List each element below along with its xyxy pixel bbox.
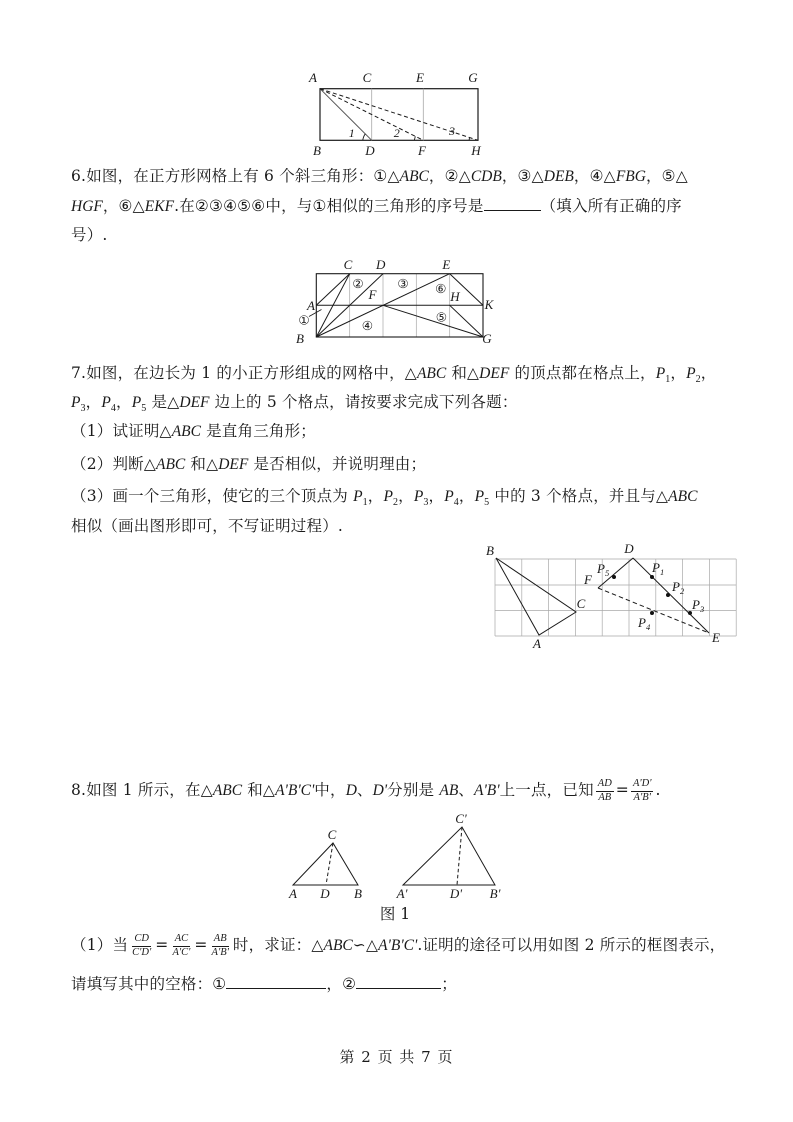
- math-term: P: [444, 488, 454, 505]
- point-label-p5: $P_5$: [597, 561, 610, 578]
- problem7-item-3a: （3）画一个三角形，使它的三个顶点为 $P_1$，$P_2$，$P_3$，$P_4$，$P_5$ 中的 3 个格点，并且与△ABC: [71, 487, 698, 509]
- point-label-b1: B': [489, 886, 501, 901]
- fraction: $\frac{AB}{A'B'}$: [211, 932, 229, 958]
- math-term: AB: [439, 782, 459, 799]
- math-term: EKF: [144, 198, 175, 215]
- figure-rectangle-angles: [305, 70, 490, 162]
- point-label-c: C: [343, 257, 353, 272]
- point-label-b: B: [486, 543, 494, 558]
- math-term: P: [474, 488, 485, 505]
- math-term: P: [353, 488, 363, 505]
- circled-4: ④: [361, 317, 373, 333]
- answer-blank: [226, 973, 326, 989]
- math-term: P: [686, 365, 696, 382]
- point-label-c: C: [327, 827, 337, 842]
- point-label-a: A: [289, 886, 297, 901]
- math-term: ABC: [323, 937, 353, 954]
- angle-label-2: 2: [393, 126, 400, 140]
- subscript: 3: [80, 403, 86, 415]
- subscript: 1: [362, 497, 368, 509]
- math-term: ABC: [668, 488, 698, 505]
- problem6-line-2: HGF，⑥△EKF.在②③④⑤⑥中，与①相似的三角形的序号是 （填入所有正确的序: [71, 197, 682, 215]
- figure-grid-abc-def: [480, 540, 740, 652]
- math-term: A'B': [474, 782, 500, 799]
- subscript: 3: [423, 497, 429, 509]
- point-label-a: A: [533, 636, 541, 651]
- page-number-footer: 第 2 页 共 7 页: [339, 1048, 454, 1066]
- circled-2: ②: [352, 276, 364, 292]
- fraction: $\frac{CD}{C'D'}$: [132, 932, 152, 958]
- point-label-k: K: [484, 297, 494, 312]
- problem8-item-1a: （1）当 $\frac{CD}{C'D'}$ = $\frac{AC}{A'C'}$ = $\frac{AB}{A'B'}$ 时，求证：△ABC∽△A'B'C'.证明的途径可以用如图 2 所示的框图表示，: [71, 932, 726, 958]
- math-term: DEB: [543, 168, 574, 185]
- segment-ad: [320, 89, 372, 141]
- fraction: $\frac{AC}{A'C'}$: [172, 932, 191, 958]
- point-label-c: C: [576, 596, 586, 611]
- point-label-p3: $P_3$: [692, 597, 705, 614]
- math-term: P: [131, 394, 142, 411]
- p1-dot: [650, 575, 654, 579]
- math-term: ABC: [399, 168, 429, 185]
- point-label-f: F: [418, 143, 426, 158]
- answer-blank: [356, 973, 441, 989]
- point-label-d: D: [320, 886, 330, 901]
- point-label-d: D: [624, 541, 634, 556]
- math-term: P: [383, 488, 393, 505]
- point-label-d: D: [365, 143, 375, 158]
- figure-1-caption: 图 1: [379, 905, 411, 923]
- math-term: D': [372, 782, 388, 799]
- figure-1-two-triangles: [280, 811, 530, 910]
- point-label-p2: $P_2$: [672, 579, 685, 596]
- subscript: 4: [110, 403, 117, 415]
- math-term: ABC: [212, 782, 243, 799]
- subscript: 5: [141, 403, 147, 415]
- problem8-item-1b: 请填写其中的空格：① ，② ；: [71, 975, 457, 993]
- math-term: D: [345, 782, 357, 799]
- point-label-f: F: [368, 287, 377, 302]
- subscript: 2: [392, 497, 399, 509]
- point-label-d1: D': [449, 886, 463, 901]
- triangle-a1b1c1: [403, 827, 495, 885]
- point-label-b: B: [296, 331, 304, 346]
- math-term: HGF: [71, 198, 103, 215]
- point-label-a: A: [307, 298, 315, 313]
- point-label-h: H: [471, 143, 481, 158]
- problem8-line-1: 8.如图 1 所示，在△ABC 和△A'B'C'中，D、D'分别是 AB、A'B'上一点，已知 $\frac{AD}{AB}$ = $\frac{A'D'}{A'B'}$ .: [71, 777, 661, 803]
- math-term: P: [413, 488, 424, 505]
- point-label-p1: $P_1$: [652, 560, 665, 577]
- point-label-a1: A': [396, 886, 408, 901]
- point-label-e: E: [416, 70, 424, 85]
- point-label-c1: C': [455, 811, 467, 826]
- point-label-g: G: [482, 331, 492, 346]
- problem7-item-2: （2）判断△ABC 和△DEF 是否相似，并说明理由；: [71, 455, 427, 473]
- point-label-b: B: [313, 143, 321, 158]
- figure-grid-six-triangles: [288, 252, 498, 352]
- math-term: ABC: [171, 423, 201, 440]
- point-label-c: C: [362, 70, 372, 85]
- p5-dot: [612, 575, 616, 579]
- subscript: 1: [665, 374, 671, 386]
- math-term: DEF: [179, 394, 210, 411]
- problem7-line-1: 7.如图，在边长为 1 的小正方形组成的网格中，△ABC 和△DEF 的顶点都在格点上，$P_1$，$P_2$，: [71, 364, 717, 386]
- point-label-e: E: [442, 257, 451, 272]
- angle-arc-1: [363, 134, 366, 140]
- math-term: CDB: [470, 168, 502, 185]
- problem7-line-2: $P_3$，$P_4$，$P_5$ 是△DEF 边上的 5 个格点，请按要求完成下列各题：: [71, 393, 518, 415]
- math-term: P: [101, 394, 111, 411]
- math-term: DEF: [479, 365, 510, 382]
- circled-6: ⑥: [435, 281, 447, 297]
- point-label-g: G: [468, 70, 478, 85]
- point-label-p4: $P_4$: [638, 615, 651, 632]
- triangle-abc-edges: [496, 558, 576, 635]
- circled-5: ⑤: [435, 309, 447, 325]
- point-label-f: F: [584, 572, 592, 587]
- math-term: FBG: [615, 168, 646, 185]
- angle-label-1: 1: [348, 126, 355, 140]
- math-term: A'B'C': [275, 782, 315, 799]
- point-label-a: A: [309, 70, 317, 85]
- triangle-abc: [293, 843, 358, 885]
- point-label-h: H: [450, 289, 460, 304]
- math-term: P: [71, 394, 81, 411]
- problem7-item-3b: 相似（画出图形即可，不写证明过程）.: [71, 517, 344, 535]
- problem7-item-1: （1）试证明△ABC 是直角三角形；: [71, 422, 316, 440]
- math-term: ABC: [416, 365, 447, 382]
- math-term: A'B'C': [378, 937, 418, 954]
- p2-dot: [666, 593, 670, 597]
- angle-label-3: 3: [449, 124, 455, 138]
- math-term: P: [655, 365, 666, 382]
- point-label-d: D: [376, 257, 386, 272]
- fraction: $\frac{AD}{AB}$: [597, 777, 612, 803]
- point-label-b: B: [354, 886, 362, 901]
- circled-1: ①: [298, 312, 310, 328]
- subscript: 4: [453, 497, 459, 509]
- subscript: 5: [484, 497, 490, 509]
- circled-3: ③: [397, 276, 409, 292]
- subscript: 2: [695, 374, 701, 386]
- math-term: DEF: [218, 456, 249, 473]
- fraction: $\frac{A'D'}{A'B'}$: [632, 777, 652, 803]
- math-term: ABC: [155, 456, 186, 473]
- problem6-line-3: 号）.: [71, 226, 108, 244]
- answer-blank: [484, 195, 541, 211]
- problem6-line-1: 6.如图，在正方形网格上有 6 个斜三角形：①△ABC，②△CDB，③△DEB，④△FBG，⑤△: [71, 167, 688, 185]
- angle-arc-2: [414, 136, 415, 140]
- p4-dot: [650, 611, 654, 615]
- point-label-e: E: [712, 630, 720, 645]
